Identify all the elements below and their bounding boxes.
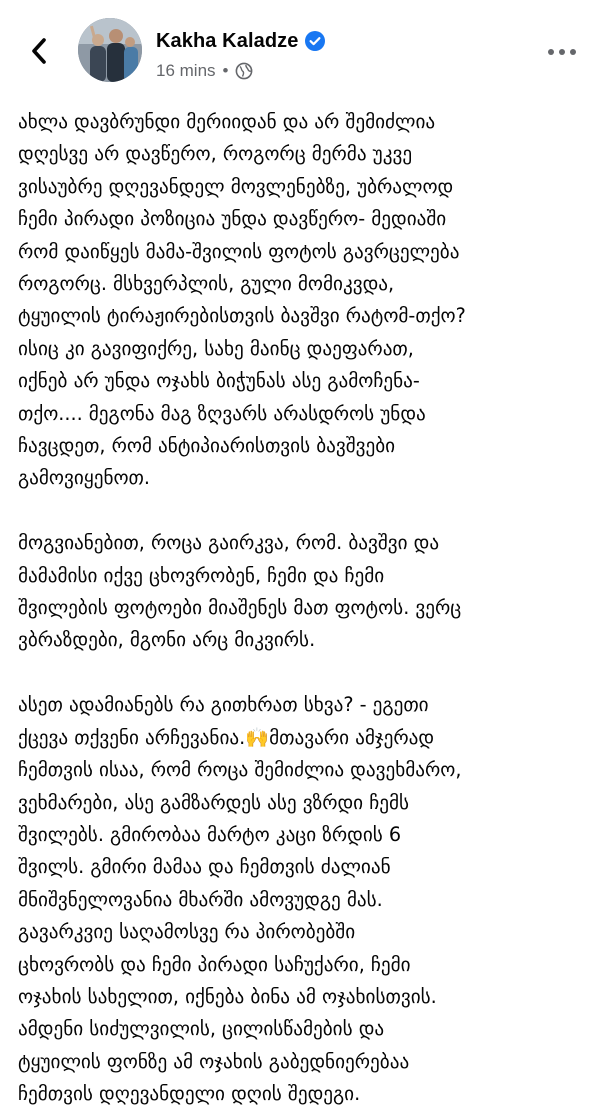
- back-button[interactable]: [22, 34, 56, 68]
- post-text-line: გამოვიყენოთ.: [18, 466, 151, 490]
- more-options-button[interactable]: [544, 38, 580, 66]
- post-text-line: შვილს. გმირი მამაა და ჩემთვის ძალიან: [18, 855, 391, 879]
- post-paragraph: [18, 689, 590, 1110]
- avatar-photo: [78, 18, 142, 82]
- more-horizontal-icon: [547, 48, 577, 56]
- post-paragraph: [18, 106, 590, 495]
- post-text-line: ქცევა თქვენი არჩევანია.🙌მთავარი ამჯერად: [18, 725, 435, 749]
- post-text-line: იქნებ არ უნდა ოჯახს ბიჭუნას ასე გამოჩენა-: [18, 369, 420, 393]
- post-text-line: ამდენი სიძულვილის, ცილისწამების და: [18, 1017, 385, 1041]
- post-text-line: შვილებს. გმირობაა მარტო კაცი ზრდის 6: [18, 822, 402, 846]
- post-text-line: ასეთ ადამიანებს რა გითხრათ სხვა? - ეგეთი: [18, 693, 429, 717]
- meta-separator: •: [222, 61, 229, 80]
- post-text-line: ისიც კი გავიფიქრე, სახე მაინც დაეფარათ,: [18, 336, 414, 360]
- post-text-line: ვისაუბრე დღევანდელ მოვლენებზე, უბრალოდ: [18, 174, 454, 198]
- author-row: [156, 27, 325, 55]
- post-text-line: ცხოვრობს და ჩემი პირადი საჩუქარი, ჩემი: [18, 952, 411, 976]
- post-text-line: ოჯახის სახელით, იქნება ბინა ამ ოჯახისთვის.: [18, 984, 437, 1008]
- post-text-line: ჩემთვის დღევანდელი დღის შედეგი.: [18, 1082, 361, 1106]
- timestamp[interactable]: 16 mins: [156, 61, 216, 80]
- globe-icon[interactable]: [235, 62, 253, 80]
- post-text-line: მამამისი იქვე ცხოვრობენ, ჩემი და ჩემი: [18, 563, 385, 587]
- post-text-line: როგორც. მსხვერპლის, გული მომიკვდა,: [18, 272, 395, 296]
- avatar[interactable]: [78, 18, 142, 82]
- post-text-line: მოგვიანებით, როცა გაირკვა, რომ. ბავშვი და: [18, 531, 440, 555]
- post-text-line: შვილების ფოტოები მიაშენეს მათ ფოტოს. ვერც: [18, 596, 462, 620]
- author-name[interactable]: Kakha Kaladze: [156, 29, 299, 52]
- post-text-line: თქო.... მეგონა მაგ ზღვარს არასდროს უნდა: [18, 401, 426, 425]
- post-text-line: რომ დაიწყეს მამა-შვილის ფოტოს გავრცელება: [18, 239, 460, 263]
- post-text-line: გავარკვიე საღამოსვე რა პირობებში: [18, 920, 356, 944]
- verified-badge-icon: [305, 31, 325, 51]
- post-paragraph: [18, 527, 590, 657]
- post-header: [0, 0, 602, 100]
- post-text: [18, 106, 590, 1111]
- post-text-line: ახლა დავბრუნდი მერიიდან და არ შემიძლია: [18, 110, 436, 133]
- post-text-line: ჩემთვის ისაა, რომ როცა შემიძლია დავეხმარო,: [18, 758, 462, 782]
- post-text-line: ვბრაზდები, მგონი არც მიკვირს.: [18, 628, 316, 652]
- post-text-line: ჩემი პირადი პოზიცია უნდა დავწერო- მედიაში: [18, 207, 447, 231]
- chevron-left-icon: [29, 37, 49, 65]
- post-text-line: ტყუილის ფონზე ამ ოჯახის გაბედნიერებაა: [18, 1049, 410, 1073]
- post-text-line: მნიშვნელოვანია მხარში ამოვუდგე მას.: [18, 887, 383, 911]
- post-text-line: ჩავცდეთ, რომ ანტიპიარისთვის ბავშვები: [18, 434, 396, 458]
- post-text-line: ტყუილის ტირაჟირებისთვის ბავშვი რატომ-თქო?: [18, 304, 466, 328]
- post-text-line: ვეხმარები, ასე გამზარდეს ასე ვზრდი ჩემს: [18, 790, 410, 814]
- post-meta: [156, 59, 253, 83]
- post-text-line: დღესვე არ დავწერო, როგორც მერმა უკვე: [18, 142, 413, 166]
